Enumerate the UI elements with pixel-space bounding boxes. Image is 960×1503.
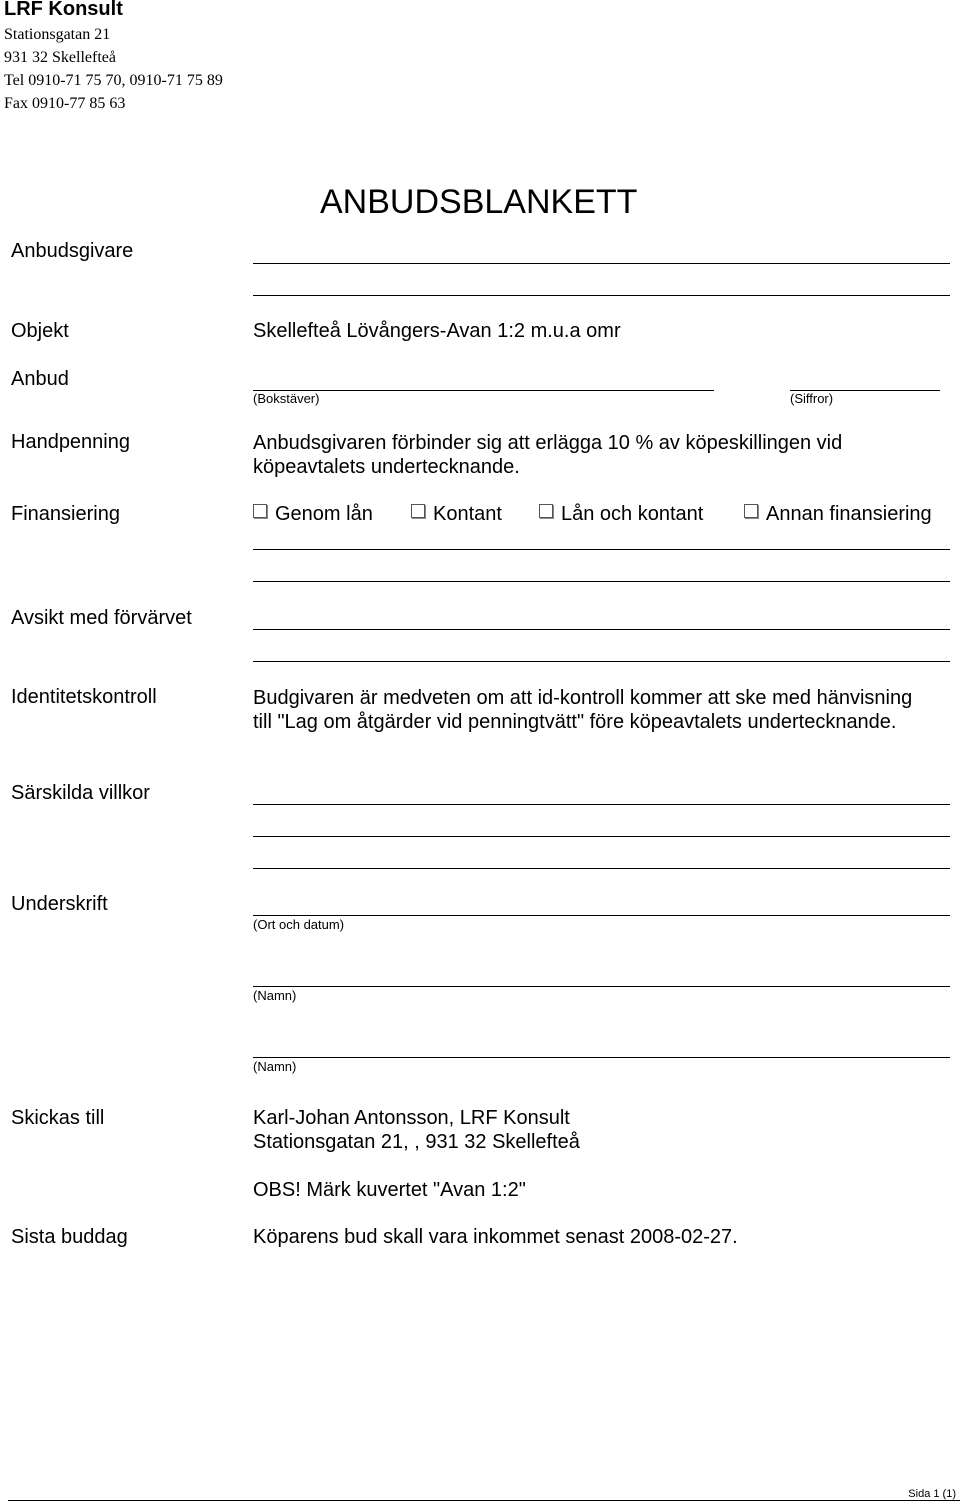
financing-option-other[interactable] bbox=[744, 503, 932, 526]
deadline-label: Sista buddag bbox=[11, 1226, 128, 1248]
footer-rule bbox=[8, 1500, 960, 1501]
purpose-label: Avsikt med förvärvet bbox=[11, 607, 192, 629]
place-date-field[interactable] bbox=[253, 915, 950, 916]
deposit-text: Anbudsgivaren förbinder sig att erlägga 10 % av köpeskillingen vid köpeavtalets undertecknande. bbox=[253, 432, 843, 478]
id-check-text: Budgivaren är medveten om att id-kontroll kommer att ske med hänvisning till "Lag om åtgärder vid penningtvätt" före köpeavtalets undertecknande. bbox=[253, 687, 913, 733]
company-postal: 931 32 Skellefteå bbox=[4, 49, 116, 66]
name-hint-1: (Namn) bbox=[253, 988, 297, 1003]
financing-field-line-1[interactable] bbox=[253, 549, 950, 550]
object-label: Objekt bbox=[11, 320, 69, 342]
bid-label: Anbud bbox=[11, 368, 69, 390]
financing-option-cash-label: Kontant bbox=[433, 503, 502, 525]
page-number: Sida 1 (1) bbox=[908, 1488, 956, 1500]
obs-text: OBS! Märk kuvertet "Avan 1:2" bbox=[253, 1179, 526, 1201]
place-date-hint: (Ort och datum) bbox=[253, 917, 345, 932]
checkbox-icon[interactable] bbox=[539, 504, 553, 518]
form-title: ANBUDSBLANKETT bbox=[320, 183, 638, 221]
send-to-line-1: Karl-Johan Antonsson, LRF Konsult bbox=[253, 1107, 570, 1129]
deposit-label: Handpenning bbox=[11, 431, 130, 453]
bidder-field-line-1[interactable] bbox=[253, 263, 950, 264]
company-name: LRF Konsult bbox=[4, 0, 123, 20]
financing-option-cash[interactable] bbox=[411, 503, 502, 526]
financing-field-line-2[interactable] bbox=[253, 581, 950, 582]
checkbox-icon[interactable] bbox=[253, 504, 267, 518]
bid-letters-field[interactable] bbox=[253, 390, 714, 391]
bidder-field-line-2[interactable] bbox=[253, 295, 950, 296]
bid-letters-hint: (Bokstäver) bbox=[253, 391, 320, 406]
signature-label: Underskrift bbox=[11, 893, 108, 915]
conditions-field-line-2[interactable] bbox=[253, 836, 950, 837]
conditions-field-line-3[interactable] bbox=[253, 868, 950, 869]
financing-option-loan-and-cash-label: Lån och kontant bbox=[561, 503, 704, 525]
bid-digits-hint: (Siffror) bbox=[790, 391, 834, 406]
purpose-field-line-1[interactable] bbox=[253, 629, 950, 630]
name-field-2[interactable] bbox=[253, 1057, 950, 1058]
send-to-label: Skickas till bbox=[11, 1107, 105, 1129]
id-check-label: Identitetskontroll bbox=[11, 686, 157, 708]
conditions-field-line-1[interactable] bbox=[253, 804, 950, 805]
checkbox-icon[interactable] bbox=[411, 504, 425, 518]
name-field-1[interactable] bbox=[253, 986, 950, 987]
financing-label: Finansiering bbox=[11, 503, 120, 525]
financing-option-loan[interactable] bbox=[253, 503, 373, 526]
financing-option-other-label: Annan finansiering bbox=[766, 503, 932, 525]
object-value: Skellefteå Lövångers-Avan 1:2 m.u.a omr bbox=[253, 320, 621, 342]
financing-option-loan-and-cash[interactable] bbox=[539, 503, 703, 526]
company-tel: Tel 0910-71 75 70, 0910-71 75 89 bbox=[4, 72, 223, 89]
checkbox-icon[interactable] bbox=[744, 504, 758, 518]
bidder-label: Anbudsgivare bbox=[11, 240, 134, 262]
company-street: Stationsgatan 21 bbox=[4, 26, 111, 43]
company-fax: Fax 0910-77 85 63 bbox=[4, 95, 126, 112]
conditions-label: Särskilda villkor bbox=[11, 782, 150, 804]
purpose-field-line-2[interactable] bbox=[253, 661, 950, 662]
financing-option-loan-label: Genom lån bbox=[275, 503, 373, 525]
deadline-text: Köparens bud skall vara inkommet senast 2008-02-27. bbox=[253, 1226, 738, 1248]
send-to-line-2: Stationsgatan 21, , 931 32 Skellefteå bbox=[253, 1131, 580, 1153]
name-hint-2: (Namn) bbox=[253, 1059, 297, 1074]
